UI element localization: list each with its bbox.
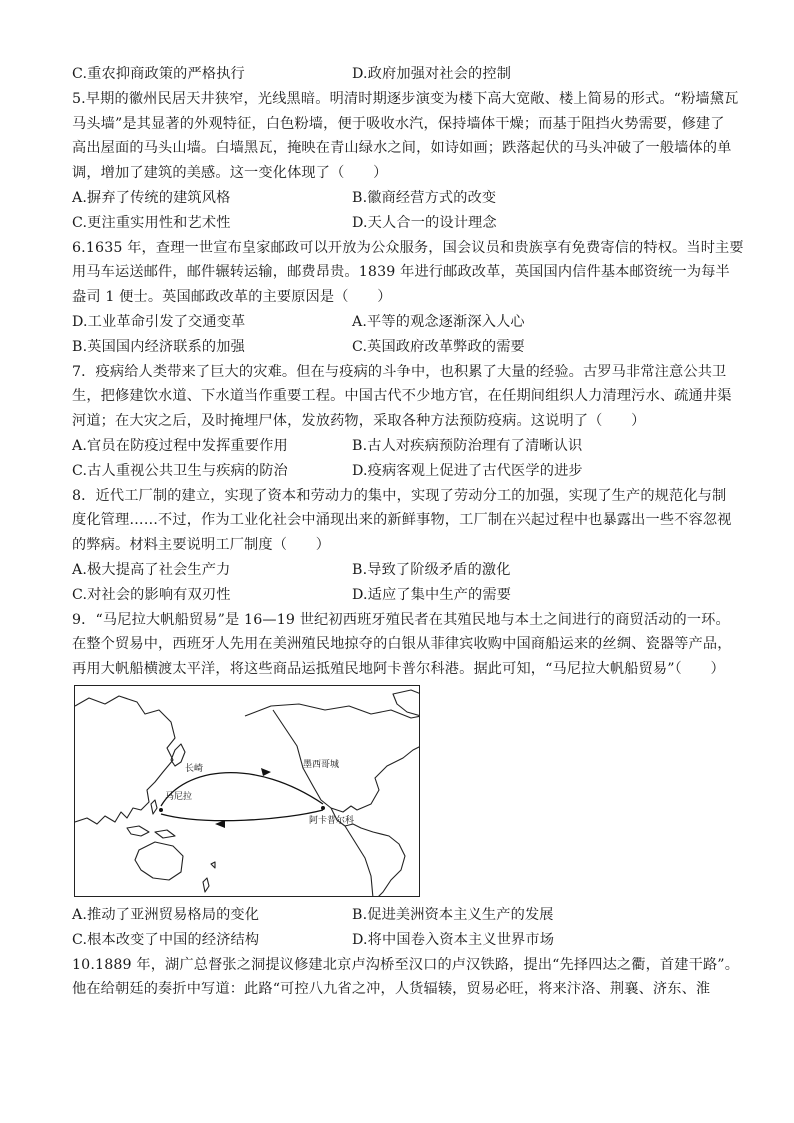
q7-options-row (72, 459, 722, 484)
japan-island (171, 744, 185, 766)
q7-options-row (72, 434, 722, 459)
q8-text-line: 8．近代工厂制的建立，实现了资本和劳动力的集中，实现了劳动分工的加强，实现了生产的规范化与制 (72, 487, 727, 504)
q6-option-b[interactable]: B.英国国内经济联系的加强 (72, 338, 245, 355)
q9-option-d[interactable]: D.将中国卷入资本主义世界市场 (352, 931, 555, 948)
q5-option-b[interactable]: B.徽商经营方式的改变 (352, 189, 497, 206)
q8-option-c[interactable]: C.对社会的影响有双刃性 (72, 586, 231, 603)
q6-option-c[interactable]: C.英国政府改革弊政的需要 (352, 338, 525, 355)
question-9 (72, 608, 732, 953)
q9-text-line: 9．“马尼拉大帆船贸易”是 16—19 世纪初西班牙殖民者在其殖民地与本土之间进行的商贸活动的一环。 (72, 611, 730, 628)
q5-text-line: 5.早期的徽州民居天井狭窄，光线黑暗。明清时期逐步演变为楼下高大宽敞、楼上简易的形式。“粉墙黛瓦 (72, 90, 739, 107)
q5-text-line: 调，增加了建筑的美感。这一变化体现了（ ） (72, 165, 388, 182)
q6-text-line: 6.1635 年，查理一世宣布皇家邮政可以开放为公众服务，国会议员和贵族享有免费寄信的特权。当时主要 (72, 239, 744, 256)
new-zealand-island (203, 878, 209, 892)
q9-options-row (72, 928, 722, 953)
q4-option-c[interactable]: C.重农抑商政策的严格执行 (72, 66, 245, 82)
question-6 (72, 236, 744, 360)
q9-option-b[interactable]: B.促进美洲资本主义生产的发展 (352, 906, 554, 923)
q7-text-line: 河道；在大灾之后，及时掩埋尸体，发放药物，采取各种方法预防疫病。这说明了（ ） (72, 413, 646, 430)
q8-text-line: 度化管理……不过，作为工业化社会中涌现出来的新鲜事物，工厂制在兴起过程中也暴露出一些不容忽视 (72, 512, 732, 529)
manila-marker (159, 808, 163, 812)
q7-option-c[interactable]: C.古人重视公共卫生与疾病的防治 (72, 462, 288, 479)
q6-text-line: 用马车运送邮件，邮件辗转运输，邮费昂贵。1839 年进行邮政改革，英国国内信件基本邮资统一为每半 (72, 264, 730, 281)
q4-option-d[interactable]: D.政府加强对社会的控制 (352, 66, 512, 82)
q10-text-line: 他在给朝廷的奏折中写道：此路“可控八九省之冲，人货辐辏，贸易必旺，将来汴洛、荆襄、济东、淮 (72, 981, 711, 998)
australia-coastline (135, 842, 183, 880)
q8-text-line: 的弊病。材料主要说明工厂制度（ ） (72, 537, 331, 554)
q9-option-c[interactable]: C.根本改变了中国的经济结构 (72, 931, 260, 948)
q6-options-row (72, 310, 722, 335)
arrow-eastbound-icon (261, 768, 271, 776)
q7-text-line: 生，把修建饮水道、下水道当作重要工程。中国古代不少地方官，在任期间组织人力清理污水、疏通井渠 (72, 388, 732, 405)
indonesia-islands (127, 826, 175, 838)
q6-text-line: 盎司 1 便士。英国邮政改革的主要原因是（ ） (72, 289, 392, 306)
exam-page (72, 62, 744, 1002)
q7-option-d[interactable]: D.疫病客观上促进了古代医学的进步 (352, 462, 583, 479)
q8-option-b[interactable]: B.导致了阶级矛盾的激化 (352, 561, 511, 578)
world-map-outline (75, 686, 420, 897)
q9-option-a[interactable]: A.推动了亚洲贸易格局的变化 (72, 906, 260, 923)
q7-text-line: 7．疫病给人类带来了巨大的灾难。但在与疫病的斗争中，也积累了大量的经验。古罗马非常注意公共卫 (72, 363, 727, 380)
route-westbound-to-manila (161, 810, 323, 821)
q5-option-c[interactable]: C.更注重实用性和艺术性 (72, 214, 231, 231)
q5-option-d[interactable]: D.天人合一的设计理念 (352, 214, 497, 231)
galleon-trade-map (74, 685, 420, 897)
philippines-island (151, 800, 157, 814)
small-island (211, 862, 215, 868)
q8-options-row (72, 583, 722, 608)
question-7 (72, 360, 732, 484)
q7-option-b[interactable]: B.古人对疾病预防治理有了清晰认识 (352, 437, 583, 454)
q7-option-a[interactable]: A.官员在防疫过程中发挥重要作用 (72, 437, 288, 454)
q8-option-d[interactable]: D.适应了集中生产的需要 (352, 586, 512, 603)
q8-options-row (72, 558, 722, 583)
q9-text-line: 再用大帆船横渡太平洋，将这些商品运抵殖民地阿卡普尔科港。据此可知，“马尼拉大帆船贸易”（ ） (72, 661, 725, 678)
q4-options (72, 62, 722, 87)
q5-options-row (72, 211, 722, 236)
label-nagasaki: 长崎 (185, 763, 204, 774)
label-acapulco: 阿卡普尔科 (309, 815, 355, 826)
q9-text-line: 在整个贸易中，西班牙人先用在美洲殖民地掠夺的白银从菲律宾收购中国商船运来的丝绸、瓷器等产品， (72, 636, 732, 653)
q6-option-a[interactable]: A.平等的观念逐渐深入人心 (352, 313, 525, 330)
q5-text-line: 马头墙”是其显著的外观特征，白色粉墙，便于吸收水汽，保持墙体干燥；而基于阻挡火势需要，修建了 (72, 115, 725, 132)
asia-coastline (75, 696, 175, 824)
north-america-coastline (245, 704, 420, 812)
q6-options-row (72, 335, 722, 360)
q10-text-line: 10.1889 年，湖广总督张之洞提议修建北京卢沟桥至汉口的卢汉铁路，提出“先择四达之衢，首建干路”。 (72, 956, 740, 973)
question-8 (72, 484, 732, 608)
label-manila: 马尼拉 (165, 791, 193, 802)
acapulco-marker (321, 806, 325, 810)
question-10 (72, 953, 740, 1003)
q8-option-a[interactable]: A.极大提高了社会生产力 (72, 561, 231, 578)
question-5 (72, 87, 739, 236)
q5-text-line: 高出屋面的马头山墙。白墙黑瓦，掩映在青山绿水之间，如诗如画；跌落起伏的马头冲破了一般墙体的单 (72, 140, 732, 157)
q5-option-a[interactable]: A.摒弃了传统的建筑风格 (72, 189, 231, 206)
label-mexico-city: 墨西哥城 (303, 759, 340, 770)
q6-option-d[interactable]: D.工业革命引发了交通变革 (72, 313, 246, 330)
q5-options-row (72, 186, 722, 211)
q9-options-row (72, 903, 722, 928)
